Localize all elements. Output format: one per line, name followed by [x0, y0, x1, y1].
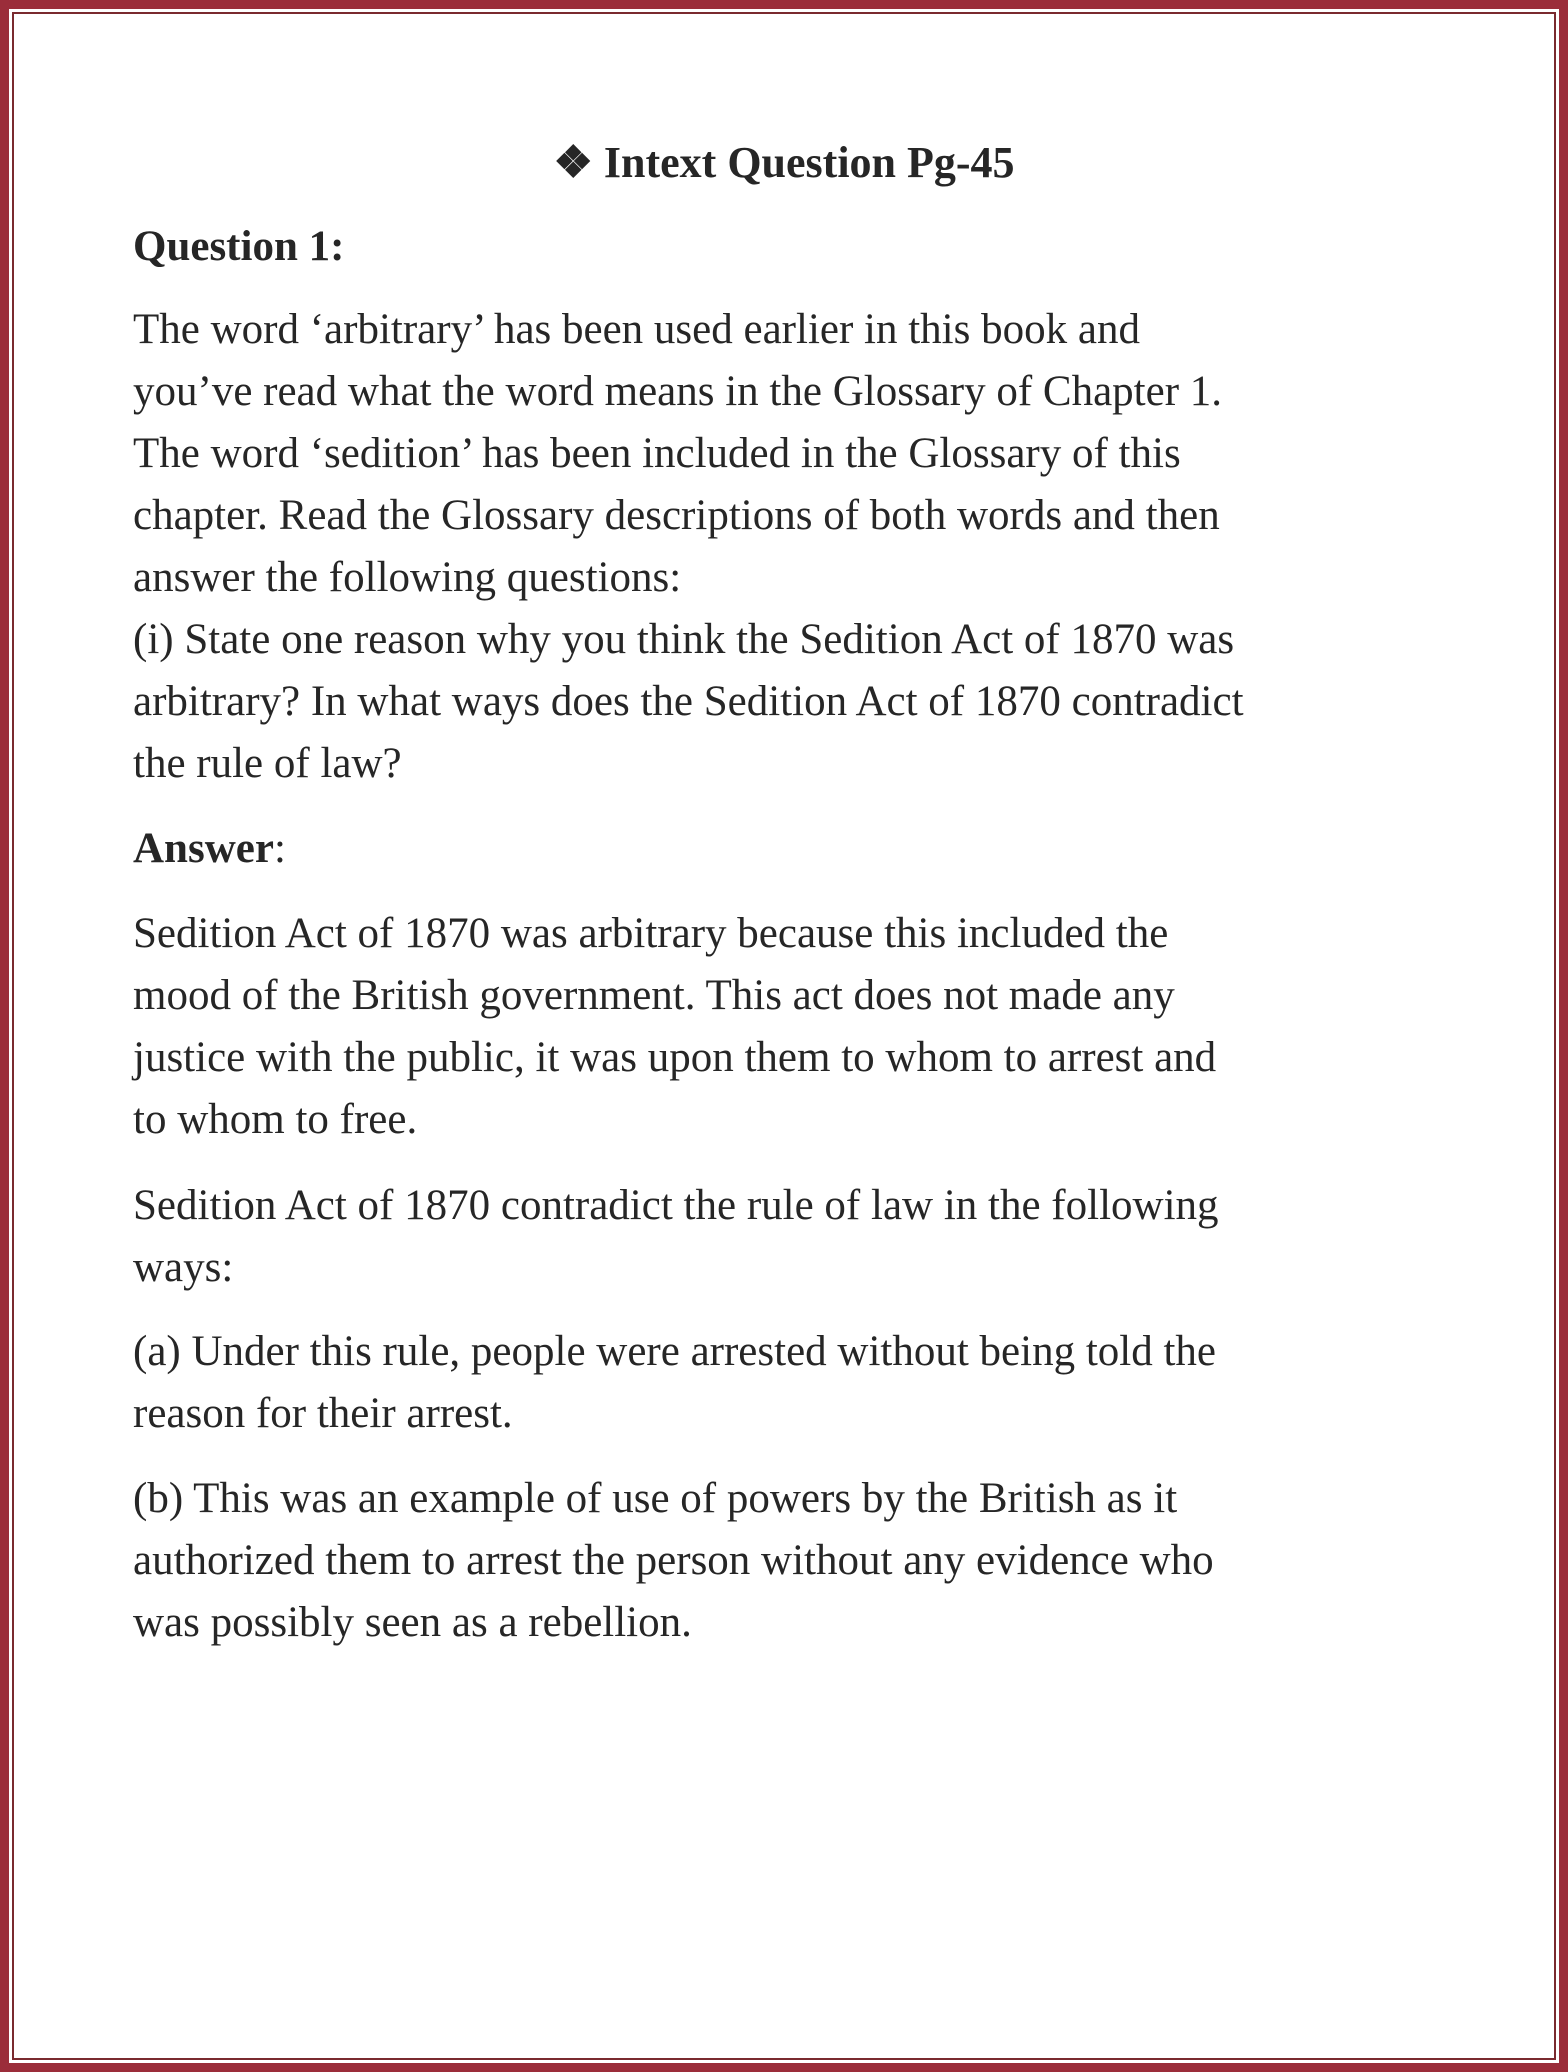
text-line: justice with the public, it was upon them to whom to arrest and: [133, 1034, 1217, 1081]
answer-point-a: [133, 1321, 1463, 1445]
text-line: was possibly seen as a rebellion.: [133, 1599, 692, 1646]
text-line: (a) Under this rule, people were arrested without being told the: [133, 1328, 1216, 1375]
section-heading: [0, 132, 1568, 194]
text-line: mood of the British government. This act does not made any: [133, 972, 1175, 1019]
answer-label: Answer: [133, 825, 274, 872]
text-line: The word ‘arbitrary’ has been used earlier in this book and: [133, 306, 1140, 353]
text-line: authorized them to arrest the person without any evidence who: [133, 1537, 1214, 1584]
text-line: (b) This was an example of use of powers by the British as it: [133, 1475, 1178, 1522]
text-line: (i) State one reason why you think the Sedition Act of 1870 was: [133, 616, 1235, 663]
answer-colon: :: [273, 825, 286, 872]
question-label: Question 1:: [133, 223, 345, 270]
text-line: Sedition Act of 1870 was arbitrary because this included the: [133, 910, 1169, 957]
question-text: [133, 299, 1463, 795]
text-line: reason for their arrest.: [133, 1390, 513, 1437]
text-line: to whom to free.: [133, 1096, 418, 1143]
answer-paragraph-1: [133, 903, 1463, 1151]
text-line: ways:: [133, 1244, 234, 1291]
text-line: answer the following questions:: [133, 554, 682, 601]
text-line: Sedition Act of 1870 contradict the rule of law in the following: [133, 1182, 1219, 1229]
answer-point-b: [133, 1468, 1463, 1654]
answer-paragraph-2: [133, 1175, 1463, 1299]
text-line: you’ve read what the word means in the Glossary of Chapter 1.: [133, 368, 1223, 415]
four-diamond-icon: ❖: [553, 138, 593, 187]
heading-text: Intext Question Pg-45: [603, 138, 1015, 187]
text-line: The word ‘sedition’ has been included in the Glossary of this: [133, 430, 1181, 477]
text-line: arbitrary? In what ways does the Sedition Act of 1870 contradict: [133, 678, 1244, 725]
answer-label-row: [133, 818, 1463, 880]
text-line: chapter. Read the Glossary descriptions of both words and then: [133, 492, 1220, 539]
text-line: the rule of law?: [133, 740, 402, 787]
